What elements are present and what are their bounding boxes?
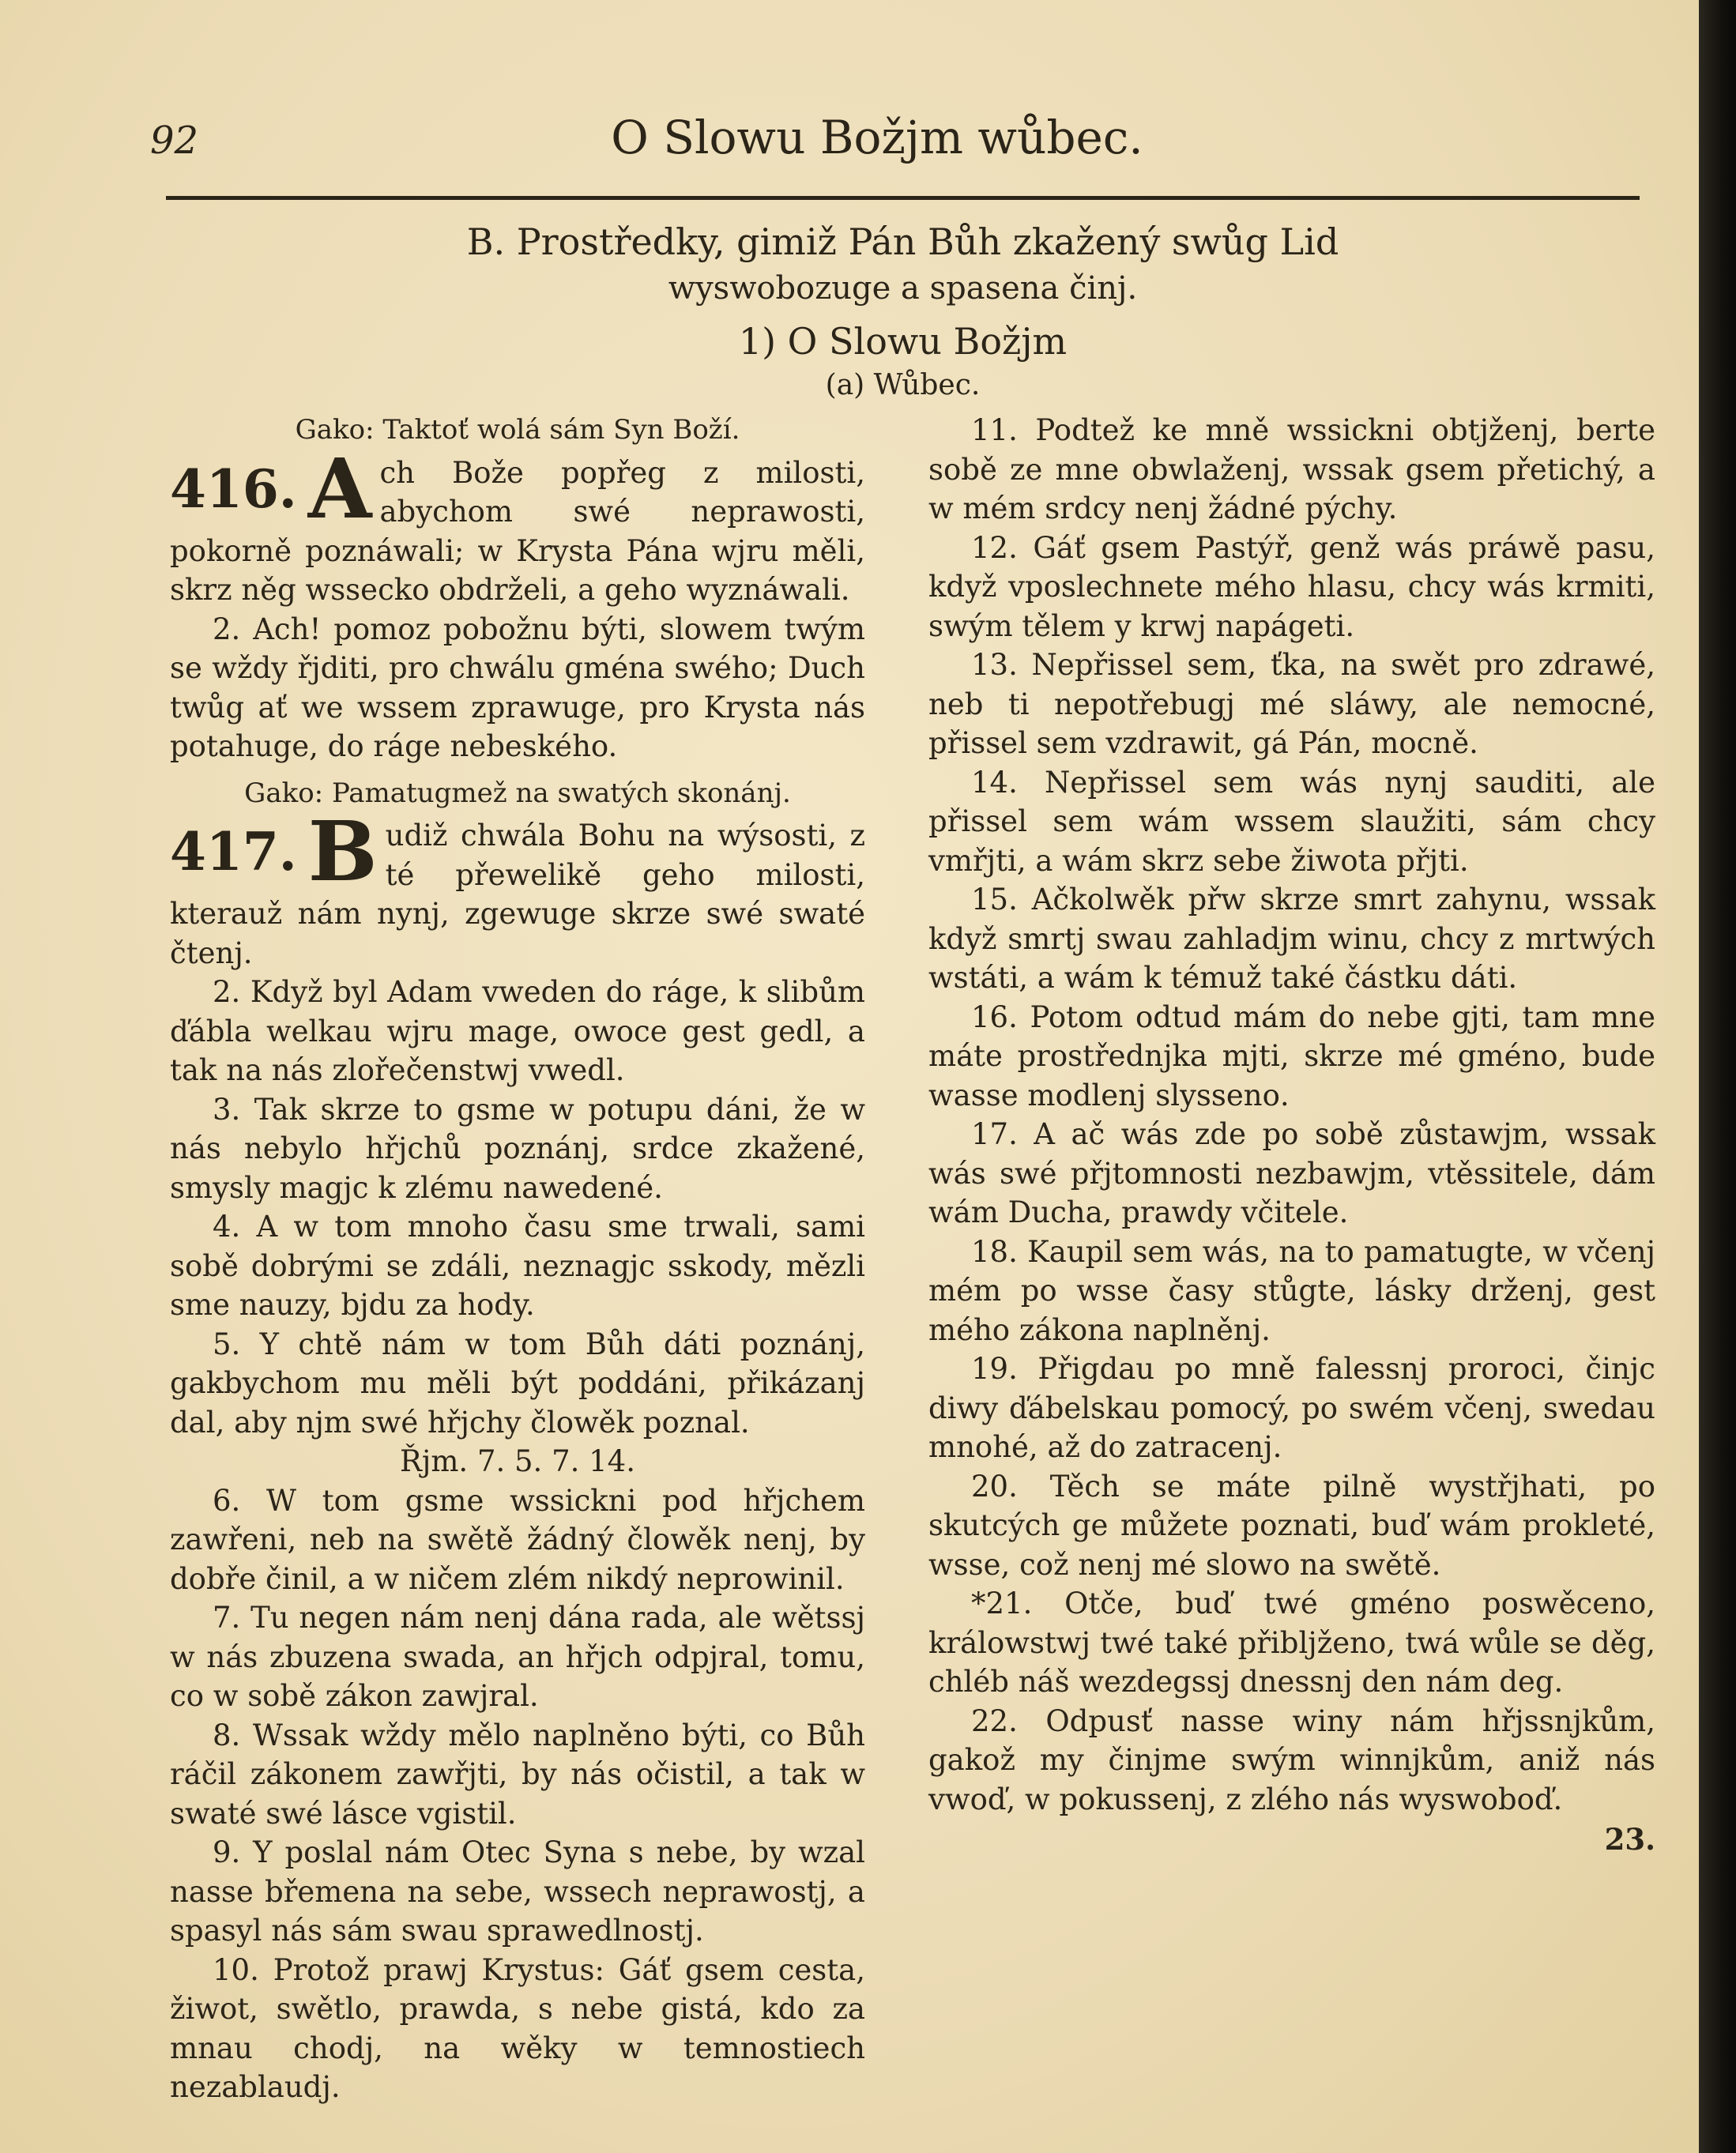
page-number: 92 (150, 119, 199, 163)
hymn-verse: 5. Y chtě nám w tom Bůh dáti poznánj, gakbychom mu měli být poddáni, přikázanj dal, aby njm swé hřjchy člowěk poznal. (170, 1327, 865, 1440)
section-title: B. Prostředky, gimiž Pán Bůh zkažený swůg Lid (466, 220, 1339, 263)
hymn-verse: 3. Tak skrze to gsme w potupu dáni, že w nás nebylo hřjchů poznánj, srdce zkažené, smysly magjc k zlému nawedené. (170, 1092, 865, 1205)
hymn-verse: 2. Když byl Adam vweden do ráge, k slibům ďábla welkau wjru mage, owoce gest gedl, a tak na nás zlořečenstwj vwedl. (170, 975, 865, 1087)
hymn-verse: 14. Nepřissel sem wás nynj sauditi, ale přissel sem wám wssem slaužiti, sám chcy vmřjti, a wám skrz sebe žiwota přjti. (928, 765, 1655, 878)
hymn-verse: 6. W tom gsme wssickni pod hřjchem zawřeni, neb na swětě žádný člowěk nenj, by dobře činil, a w ničem zlém nikdý neprowinil. (170, 1483, 865, 1596)
left-column (170, 411, 865, 2107)
scripture-reference: Řjm. 7. 5. 7. 14. (400, 1444, 635, 1478)
section-subtitle: wyswobozuge a spasena činj. (668, 270, 1138, 307)
hymn-verse: 18. Kaupil sem wás, na to pamatugte, w včenj mém po wsse časy stůgte, lásky drženj, gest mého zákona naplněnj. (928, 1234, 1655, 1347)
hymn-first-verse: ch Bože popřeg z milosti, abychom swé neprawosti, pokorně poznáwali; w Krysta Pána wjru měli, skrz něg wssecko obdrželi, a geho wyznáwali. (170, 455, 865, 607)
hymn-verse: 12. Gáť gsem Pastýř, genž wás práwě pasu, když vposlechnete mého hlasu, chcy wás krmiti, swým tělem y krwj napágeti. (928, 530, 1655, 643)
book-spine-shadow (1699, 0, 1736, 2153)
page-header (119, 111, 1636, 174)
hymn-melody-note: Gako: Pamatugmež na swatých skonánj. (244, 777, 791, 809)
hymn-verse: 10. Protož prawj Krystus: Gáť gsem cesta, žiwot, swětlo, prawda, s nebe gistá, kdo za mnau chodj, na wěky w temnostiech nezablaudj. (170, 1952, 865, 2104)
hymn-verse: 15. Ačkolwěk přw skrze smrt zahynu, wssak když smrtj swau zahladjm winu, chcy z mrtwých wstáti, a wám k témuž také částku dáti. (928, 883, 1655, 995)
drop-cap: A (307, 439, 372, 537)
hymn-416-start (170, 439, 865, 610)
hymn-verse: 11. Podtež ke mně wssickni obtjženj, berte sobě ze mne obwlaženj, wssak gsem přetichý, a w mém srdcy nenj žádné pýchy. (928, 413, 1655, 525)
hymn-verse: 9. Y poslal nám Otec Syna s nebe, by wzal nasse břemena na sebe, wssech neprawostj, a spasyl nás sám swau sprawedlnostj. (170, 1835, 865, 1948)
hymn-verse: 2. Ach! pomoz pobožnu býti, slowem twým se wždy řjditi, pro chwálu gména swého; Duch twůg ať we wssem zprawuge, pro Krysta nás potahuge, do ráge nebeského. (170, 612, 865, 763)
hymn-verse: 4. A w tom mnoho času sme trwali, sami sobě dobrými se zdáli, neznagjc sskody, mězli sme nauzy, bjdu za hody. (170, 1210, 865, 1322)
running-title: O Slowu Božjm wůbec. (611, 111, 1143, 164)
hymn-verse: 16. Potom odtud mám do nebe gjti, tam mne máte prostřednjka mjti, skrze mé gméno, bude wasse modlenj slyssenо. (928, 999, 1655, 1112)
sub-sub-title: (a) Wůbec. (825, 369, 981, 401)
hymn-melody-note: Gako: Taktoť wolá sám Syn Boží. (295, 414, 740, 446)
hymn-verse: 19. Přigdau po mně falessnj proroci, činjc diwy ďábelskau pomocý, po swém včenj, swedau mnohé, až do zatracenj. (928, 1352, 1655, 1464)
hymn-first-verse: udiž chwála Bohu na wýsosti, z té přewelikě geho milosti, kterauž nám nynj, zgewuge skrze swé swaté čtenj. (170, 819, 865, 970)
catchword: 23. (1604, 1822, 1655, 1857)
drop-cap: B (307, 803, 378, 900)
hymn-number: 416. (170, 457, 297, 520)
sub-title: 1) O Slowu Božjm (738, 320, 1068, 363)
header-rule (166, 196, 1640, 200)
hymn-verse: 17. A ač wás zde po sobě zůstawjm, wssak wás swé přjtomnosti nezbawjm, vtěssitele, dám wám Ducha, prawdy včitele. (928, 1117, 1655, 1229)
hymn-verse: 20. Těch se máte pilně wystřjhati, po skutcých ge můžete poznati, buď wám prokleté, wsse, což nenj mé slowo na swětě. (928, 1469, 1655, 1582)
section-heading (166, 217, 1640, 405)
hymn-verse: 22. Odpusť nasse winy nám hřjssnjkům, gakož my činjme swým winnjkům, aniž nás vwoď, w pokussenj, z zlého nás wyswoboď. (928, 1703, 1655, 1816)
hymn-verse: 13. Nepřissel sem, ťka, na swět pro zdrawé, neb ti nepotřebugj mé sláwy, ale nemocné, přissel sem vzdrawit, gá Pán, mocně. (928, 648, 1655, 760)
hymn-verse: 8. Wssak wždy mělo naplněno býti, co Bůh ráčil zákonem zawřjti, by nás očistil, a tak w swaté swé lásce vgistil. (170, 1718, 865, 1831)
hymn-number: 417. (170, 821, 297, 883)
hymn-417-start (170, 803, 865, 973)
hymn-verse: *21. Otče, buď twé gméno poswěceno, králowstwj twé také přibljženo, twá wůle se děg, chléb náš wezdegssj dnessnj den nám deg. (928, 1587, 1655, 1699)
right-column (928, 411, 1655, 1860)
hymn-verse: 7. Tu negen nám nenj dána rada, ale wětssj w nás zbuzena swada, an hřjch odpjral, tomu, co w sobě zákon zawjral. (170, 1601, 865, 1713)
